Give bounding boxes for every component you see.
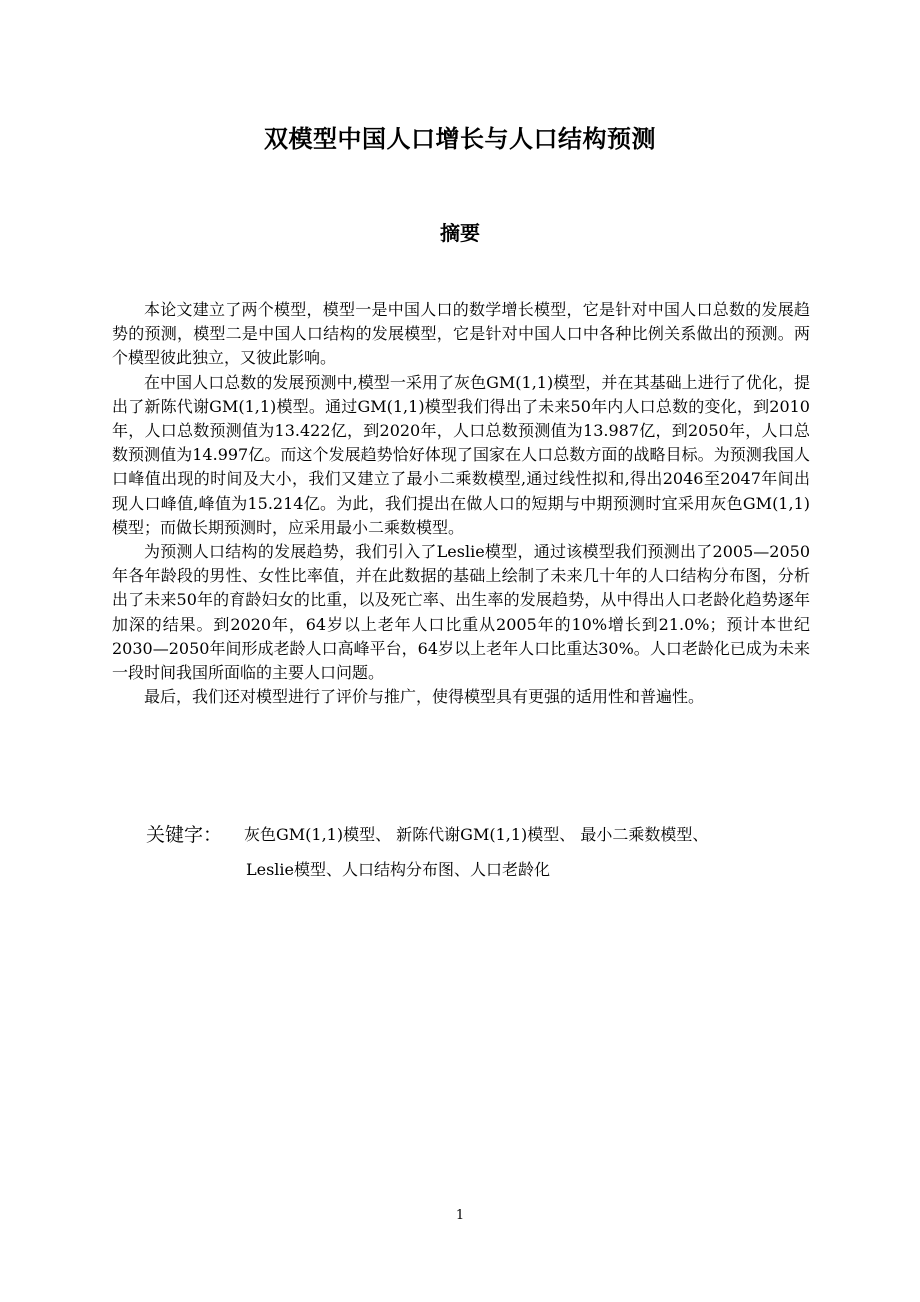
keywords-label: 关键字： — [146, 824, 223, 846]
abstract-paragraph-2: 在中国人口总数的发展预测中,模型一采用了灰色GM(1,1)模型，并在其基础上进行了优化，提出了新陈代谢GM(1,1)模型。通过GM(1,1)模型我们得出了未来50年内人口总数的变化，到2010年，人口总数预测值为13.422亿，到2020年，人口总数预测值为13.987亿，到2050年，人口总数预测值为14.997亿。而这个发展趋势恰好体现了国家在人口总数方面的战略目标。为预测我国人口峰值出现的时间及大小，我们又建立了最小二乘数模型,通过线性拟和,得出2046至2047年间出现人口峰值,峰值为15.214亿。为此，我们提出在做人口的短期与中期预测时宜采用灰色GM(1,1)模型；而做长期预测时，应采用最小二乘数模型。 — [112, 372, 810, 537]
abstract-paragraph-3: 为预测人口结构的发展趋势，我们引入了Leslie模型，通过该模型我们预测出了2005—2050年各年龄段的男性、女性比率值，并在此数据的基础上绘制了未来几十年的人口结构分布图，分析出了未来50年的育龄妇女的比重，以及死亡率、出生率的发展趋势，从中得出人口老龄化趋势逐年加深的结果。到2020年，64岁以上老年人口比重从2005年的10%增长到21.0%；预计本世纪2030—2050年间形成老龄人口高峰平台，64岁以上老年人口比重达30%。人口老龄化已成为未来一段时间我国所面临的主要人口问题。 — [112, 542, 810, 683]
abstract-paragraph-4: 最后，我们还对模型进行了评价与推广，使得模型具有更强的适用性和普遍性。 — [144, 687, 705, 707]
abstract-paragraph-1: 本论文建立了两个模型，模型一是中国人口的数学增长模型，它是针对中国人口总数的发展趋势的预测，模型二是中国人口结构的发展模型，它是针对中国人口中各种比例关系做出的预测。两个模型彼此独立，又彼此影响。 — [112, 300, 810, 368]
abstract-body — [112, 298, 810, 709]
abstract-heading: 摘要 — [440, 221, 480, 245]
page-title: 双模型中国人口增长与人口结构预测 — [264, 125, 656, 153]
keywords-line-1: 灰色GM(1,1)模型、 新陈代谢GM(1,1)模型、 最小二乘数模型、 — [244, 825, 709, 844]
keywords-line-2: Leslie模型、人口结构分布图、人口老龄化 — [246, 860, 551, 879]
page-number: 1 — [455, 1208, 465, 1223]
